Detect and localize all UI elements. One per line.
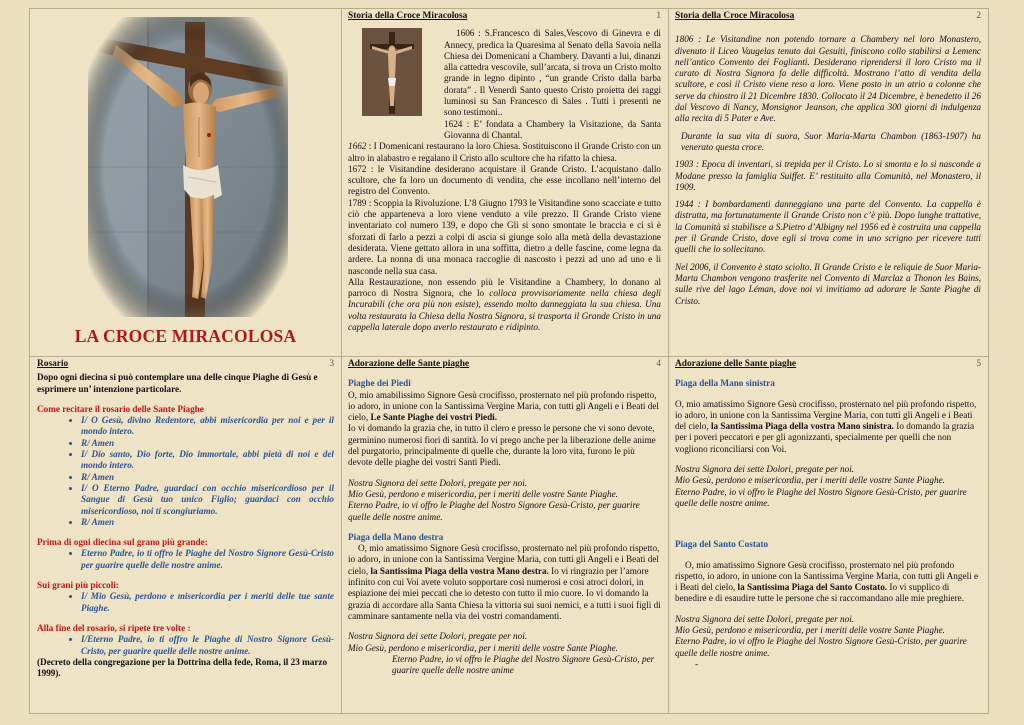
- dash-mark: -: [695, 658, 699, 669]
- cover-panel: [30, 9, 341, 356]
- page-number: 3: [329, 359, 334, 369]
- adoration5-title: Adorazione delle Sante piaghe: [675, 359, 797, 369]
- rosary-how-list: [37, 415, 334, 528]
- story2-paragraph: 1903 : Epoca di inventari, si trepida per il Cristo. Lo si smonta e lo si nasconde a Modane presso la famiglia Suiffet. E’ restituito alla Comunità, nel Monastero, il 1909.: [675, 159, 981, 192]
- page-number: 4: [656, 359, 661, 369]
- story1-paragraph: 1789 : Scoppia la Rivoluzione. L’8 Giugno 1793 le Visitandine sono scacciate e tutto ciò che apparteneva a loro viene venduto a vile prezzo. Il Grande Cristo viene inventariato col numero 139, e dopo che Gli si sono smontate le braccia e ci si è sforzati di farlo a pezzi a colpi di ascia si giunge solo alla metà della devastazione desiderata. Viene gettato allora in una soffitta, dietro a delle fascine, come legna da ardere. La nonna di una monaca raccoglie di nascosto i pezzi ad uno ad uno e li nasconde nella sua casa.: [348, 197, 661, 276]
- page-number: 2: [976, 11, 981, 21]
- prayer-paragraph: O, mio amatissimo Signore Gesù crocifisso, prosternato nel più profondo rispetto, io adoro, in unione con la Santissima Vergine Maria, con tutti gli Angeli e i Beati del cielo, la Santissima Piaga del Santo Costato. Io vi supplico di benedire e di esaudire tutte le persone che si raccomandano alle mie preghiere.: [675, 559, 979, 604]
- section-heading: Piaga del Santo Costato: [675, 539, 769, 550]
- story-panel-1: [341, 9, 668, 356]
- list-item: • Eterno Padre, io ti offro le Piaghe del Nostro Signore Gesù-Cristo per guarire quelle delle nostre anime.: [81, 548, 334, 571]
- story1-paragraph: Alla Restaurazione, non essendo più le Visitandine a Chambery, lo donano al parroco di Nostra Signora, che lo colloca provvisoriamente nella chiesa degli Incurabili (che ora più non esiste), essendo molto danneggiata la sua chiesa. Una volta restaurata la Chiesa della Nostra Signora, si trasporta il Grande Cristo in una cappella laterale dopo averlo restaurato e ridipinto.: [348, 276, 661, 333]
- list-item: • I/Eterno Padre, io ti offro le Piaghe di Nostro Signore Gesù-Cristo, per guarire quelle delle nostre anime.: [81, 634, 334, 657]
- crucifix-photo: [88, 17, 288, 317]
- story1-title: Storia della Croce Miracolosa: [348, 11, 468, 21]
- rosary-panel: [30, 357, 341, 713]
- rosary-intro: Dopo ogni diecina si può contemplare una delle cinque Piaghe di Gesù e esprimere un’ intenzione particolare.: [37, 372, 318, 394]
- story1-paragraph: 1672 : le Visitandine desiderano acquistare il Grande Cristo. L’acquistano dallo scultore, che fa loro un documento di vendita, che esse incollano nell’interno del registro del Convento.: [348, 163, 661, 197]
- invocation: Eterno Padre, io vi offro le Piaghe del Nostro Signore Gesù-Cristo, per guarire quelle delle nostre anime.: [675, 486, 967, 508]
- story2-paragraph: Nel 2006, il Convento è stato sciolto. Il Grande Cristo e le reliquie de Suor Maria-Marta Chambon vengono trasferite nel Convento di Marclaz a Thonon les Bains, sulle rive del lago Léman, dove noi vi invitiamo ad adorare le Sante Piaghe di Cristo.: [675, 261, 981, 306]
- story2-title: Storia della Croce Miracolosa: [675, 11, 795, 21]
- section-heading: Piaghe dei Piedi: [348, 378, 411, 389]
- crucifix-thumbnail: [362, 28, 422, 116]
- story1-paragraph: 1624 : E’ fondata a Chambery la Visitazione, da Santa Giovanna di Chantal.: [444, 118, 661, 140]
- story-panel-2: [668, 9, 988, 356]
- rosary-decree: (Decreto della congregazione per la Dottrina della fede, Roma, il 23 marzo 1999).: [37, 656, 328, 679]
- story2-paragraph: Durante la sua vita di suora, Suor Maria-Marta Chambon (1863-1907) ha venerato questa croce.: [681, 130, 981, 152]
- invocation: Nostra Signora dei sette Dolori, pregate per noi.: [348, 631, 528, 642]
- section-heading: Piaga della Mano destra: [348, 531, 444, 542]
- document-sheet: [29, 8, 989, 714]
- adoration4-title: Adorazione delle Sante piaghe: [348, 359, 470, 369]
- invocation: Eterno Padre, io vi offro le Piaghe del Nostro Signore Gesù-Cristo, per guarire quelle delle nostre anime: [392, 653, 655, 676]
- prayer-paragraph: O, mio amabilissimo Signore Gesù crocifisso, prosternato nel più profondo rispetto, io adoro, in unione con la Santissima Vergine Maria, con tutti gli Angeli e i Beati del cielo, Le Sante Piaghe dei vostri Piedi.: [348, 389, 659, 423]
- section-heading: Piaga della Mano sinistra: [675, 378, 775, 389]
- rosary-first-title: Prima di ogni diecina sul grano più grande:: [37, 537, 208, 548]
- invocation: Nostra Signora dei sette Dolori, pregate per noi.: [675, 464, 855, 475]
- page-title: LA CROCE MIRACOLOSA: [74, 326, 297, 346]
- invocation: Nostra Signora dei sette Dolori, pregate per noi.: [675, 613, 855, 624]
- list-item: • R/ Amen: [81, 517, 334, 528]
- story1-paragraph: 1606 : S.Francesco di Sales,Vescovo di Ginevra e di Annecy, predica la Quaresima al Senato della Savoia nella Chiesa dei Domenicani a Chambery. Davanti a lui, dinanzi alla cattedra vescovile, sull’arcata, si trova un Cristo molto grande in legno dipinto , “un grande Cristo dalla barba dorata” . Il Venerdì Santo questo Cristo proietta dei raggi luminosi su San Francesco di Sales . Tutti i presenti ne sono testimoni..: [444, 28, 661, 118]
- list-item: • I/ Dio santo, Dio forte, Dio immortale, abbi pietà di noi e del mondo intero.: [81, 449, 334, 472]
- rosary-title: Rosario: [37, 359, 69, 369]
- page-number: 1: [656, 11, 661, 21]
- prayer-paragraph: O, mio amatissimo Signore Gesù crocifisso, prosternato nel più profondo rispetto, io adoro, in unione con la Santissima Vergine Maria, con tutti gli Angeli e i Beati del cielo, la Santissima Piaga della vostra Mano destra. Io vi ringrazio per l’amore infinito con cui Voi avete voluto sopportare così numerosi e così atroci dolori, in espiazione dei miei peccati che io detesto con tutto il mio cuore. Io vi domando la grazia di accordare alla Santa Chiesa la vittoria sui suoi nemici, e a tutti i suoi figli di camminare santamente nella via dei vostri comandamenti.: [348, 543, 661, 621]
- rosary-small-title: Sui grani più piccoli:: [37, 580, 119, 591]
- invocation: Mio Gesù, perdono e misericordia, per i meriti delle vostre Sante Piaghe.: [348, 642, 618, 653]
- prayer-paragraph: Io vi domando la grazia che, in tutto il clero e presso le persone che vi sono devote, germinino numerosi fiori di santità. Io vi prego anche per la liberazione delle anime del purgatorio, principalmente di quelle che, durante la loro vita, furono le più devote delle piaghe dei vostri Santi Piedi.: [348, 423, 656, 468]
- invocation: Mio Gesù, perdono e misericordia, per i meriti delle vostre Sante Piaghe.: [348, 488, 618, 499]
- invocation: Eterno Padre, io vi offro le Piaghe del Nostro Signore Gesù-Cristo, per guarire quelle delle nostre anime.: [675, 636, 967, 658]
- story2-paragraph: 1806 : Le Visitandine non potendo tornare a Chambery nel loro Monastero, divenuto il Liceo Vaugelas tenuto dai Gesuiti, finiscono collo stabilirsi a Lemenc nell’antico Convento dei Foglianti. Desiderano riprendersi il loro Cristo ma il curato di Nostra Signora fa delle difficoltà. Mostrano l’atto di vendita della scultore, e così il Cristo viene reso a loro. Viene posto in un atrio a colonne che serve da chiostro il 21 Dicembre 1830. Collocato il 24 Dicembre, è benedetto il 26 dal Vescovo di Nancy, Monsignor Jeanson, che applica 300 giorni di indulgenza alla recita di 5 Pater e Ave.: [675, 34, 981, 124]
- rosary-how-title: Come recitare il rosario delle Sante Piaghe: [37, 403, 204, 414]
- story2-paragraph: 1944 : I bombardamenti danneggiano una parte del Convento. La cappella è distrutta, ma fortunatamente il Grande Cristo non c’è più. Dopo lunghe trattative, la Comunità si stabilisce a S.Pietro d’Albigny nel 1956 ed è costruita una cappella per il Grande Cristo, dove egli si trova come in uno scrigno per ricevere tutti quelli che lo sollecitano.: [675, 199, 981, 255]
- list-item: • I/ O Gesù, divino Redentore, abbi misericordia per noi e per il mondo intero.: [81, 415, 334, 438]
- story1-paragraph: 1662 : I Domenicani restaurano la loro Chiesa. Sostituiscono il Grande Cristo con un altro in alabastro e regalano il Cristo allo scultore che ha rifatto la chiesa.: [348, 141, 661, 163]
- list-item: • R/ Amen: [81, 472, 334, 483]
- list-item: • I/ Mio Gesù, perdono e misericordia per i meriti delle tue sante Piaghe.: [81, 591, 334, 614]
- invocation: Mio Gesù, perdono e misericordia, per i meriti delle vostre Sante Piaghe.: [675, 625, 945, 636]
- list-item: • I/ O Eterno Padre, guardaci con occhio misericordioso per il Sangue di Gesù tuo unico Figlio; guardaci con occhio misericordioso, noi ti scongiuriamo.: [81, 483, 334, 517]
- invocation: Nostra Signora dei sette Dolori, pregate per noi.: [348, 477, 528, 488]
- page-number: 5: [976, 359, 981, 369]
- rosary-end-title: Alla fine del rosario, si ripete tre volte :: [37, 622, 191, 633]
- invocation: Eterno Padre, io vi offro le Piaghe del Nostro Signore Gesù-Cristo, per guarire quelle delle nostre anime.: [348, 500, 640, 522]
- prayer-paragraph: O, mio amatissimo Signore Gesù crocifisso, prosternato nel più profondo rispetto, io adoro, in unione con la Santissima Vergine Maria, con tutti gli Angeli e i Beati del cielo, la Santissima Piaga della vostra Mano sinistra. Io domando la grazia per i poveri peccatori e per gli agonizzanti, specialmente per quelli che non vogliono riconciliarsi con Voi.: [675, 398, 977, 454]
- adoration-panel-4: [341, 357, 668, 713]
- adoration-panel-5: [668, 357, 988, 713]
- list-item: • R/ Amen: [81, 438, 334, 449]
- invocation: Mio Gesù, perdono e misericordia, per i meriti delle vostre Sante Piaghe.: [675, 475, 945, 486]
